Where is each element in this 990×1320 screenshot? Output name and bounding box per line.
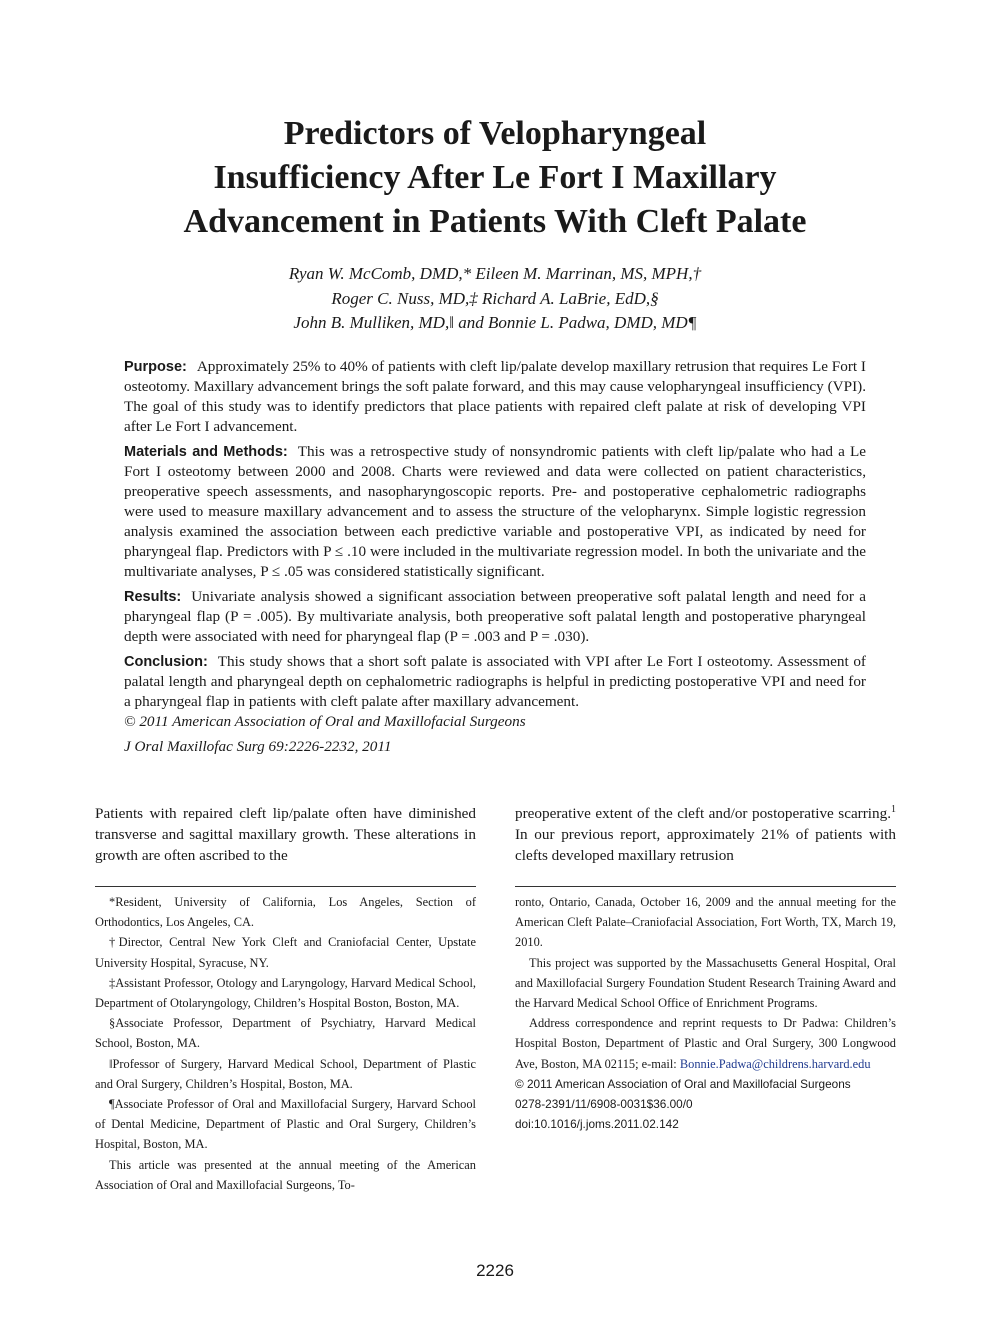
footnote-issn: 0278-2391/11/6908-0031$36.00/0	[515, 1097, 693, 1112]
footnote-divider	[515, 886, 896, 887]
abstract-copyright: © 2011 American Association of Oral and Maxillofacial Surgeons	[124, 713, 526, 730]
body-text-part: In our previous report, approximately 21% of patients with clefts developed maxillary retrusion	[515, 826, 896, 864]
footnote: This project was supported by the Massachusetts General Hospital, Oral and Maxillofacial Surgery Foundation Student Research Training Award and the Harvard Medical School Office of Enrichment Programs.	[515, 955, 896, 1011]
footnote: This article was presented at the annual meeting of the American Association of Oral and Maxillofacial Surgeons, To-	[95, 1157, 476, 1192]
body-text-right	[515, 803, 896, 866]
footnote: ¶Associate Professor of Oral and Maxillofacial Surgery, Harvard School of Dental Medicine, Department of Plastic and Oral Surgery, Children’s Hospital, Boston, MA.	[95, 1097, 476, 1152]
footnotes-right	[515, 892, 896, 1134]
author-line: Ryan W. McComb, DMD,* Eileen M. Marrinan, MS, MPH,†	[288, 264, 702, 283]
body-text-left: Patients with repaired cleft lip/palate often have diminished transverse and sagittal maxillary growth. These alterations in growth are often ascribed to the	[95, 805, 476, 864]
title-line: Predictors of Velopharyngeal	[283, 115, 707, 152]
methods-text: This was a retrospective study of nonsyndromic patients with cleft lip/palate who had a Le Fort I osteotomy between 2000 and 2008. Charts were reviewed and data were collected on patient characteristics, preoperative speech assessments, and nasopharyngoscopic reports. Pre- and postoperative cephalometric radiographs were used to measure maxillary advancement and to assess the structure of the velopharynx. Simple logistic regression analysis examined the association between each predictive variable and postoperative VPI, as indicated by need for pharyngeal flap. Predictors with P ≤ .10 were included in the multivariate regression model. In both the univariate and the multivariate analyses, P ≤ .05 was considered statistically significant.	[124, 443, 866, 580]
abstract-results	[124, 587, 866, 647]
conclusion-label: Conclusion:	[124, 654, 208, 670]
body-text-part: preoperative extent of the cleft and/or postoperative scarring.	[515, 805, 891, 822]
reference-marker[interactable]: 1	[891, 803, 896, 815]
footnote-address	[515, 1013, 896, 1074]
footnote: §Associate Professor, Department of Psychiatry, Harvard Medical School, Boston, MA.	[95, 1016, 476, 1051]
abstract-methods	[124, 442, 866, 582]
footnote: ‡Assistant Professor, Otology and Laryngology, Harvard Medical School, Department of Otolaryngology, Children’s Hospital Boston, Boston, MA.	[95, 975, 476, 1011]
footnotes-left	[95, 892, 476, 1195]
abstract-purpose	[124, 357, 866, 437]
conclusion-text: This study shows that a short soft palate is associated with VPI after Le Fort I osteotomy. Assessment of palatal length and pharyngeal depth on cephalometric radiographs is helpful in predicting postoperative VPI and need for a pharyngeal flap in patients with cleft palate after maxillary advancement.	[124, 653, 866, 710]
abstract-conclusion	[124, 652, 866, 712]
purpose-text: Approximately 25% to 40% of patients with cleft lip/palate develop maxillary retrusion that requires Le Fort I osteotomy. Maxillary advancement brings the soft palate forward, and this may cause velopharyngeal insufficiency (VPI). The goal of this study was to identify predictors that place patients with repaired cleft palate at risk of developing VPI after Le Fort I advancement.	[124, 358, 866, 435]
results-label: Results:	[124, 589, 182, 605]
methods-label: Materials and Methods:	[124, 444, 288, 460]
footnote-copyright: © 2011 American Association of Oral and Maxillofacial Surgeons	[515, 1076, 851, 1091]
purpose-label: Purpose:	[124, 359, 187, 375]
footnote-divider	[95, 886, 476, 887]
article-title	[95, 112, 895, 244]
footnote: †Director, Central New York Cleft and Craniofacial Center, Upstate University Hospital, Syracuse, NY.	[95, 935, 476, 970]
footnote-doi: doi:10.1016/j.joms.2011.02.142	[515, 1117, 679, 1132]
abstract	[124, 357, 866, 762]
footnote: ‖Professor of Surgery, Harvard Medical School, Department of Plastic and Oral Surgery, Children’s Hospital, Boston, MA.	[95, 1056, 476, 1091]
email-link[interactable]: Bonnie.Padwa@childrens.harvard.edu	[679, 1056, 871, 1071]
results-text: Univariate analysis showed a significant association between preoperative soft palatal length and need for a pharyngeal flap (P = .005). By multivariate analysis, both preoperative soft palatal length and postoperative pharyngeal depth were associated with need for pharyngeal flap (P = .003 and P = .030).	[124, 588, 866, 645]
author-list	[95, 262, 895, 336]
journal-citation: J Oral Maxillofac Surg 69:2226-2232, 2011	[124, 738, 392, 755]
footnote: *Resident, University of California, Los Angeles, Section of Orthodontics, Los Angeles, CA.	[95, 895, 476, 930]
author-line: Roger C. Nuss, MD,‡ Richard A. LaBrie, EdD,§	[331, 288, 659, 308]
page-number: 2226	[476, 1261, 514, 1280]
title-line: Advancement in Patients With Cleft Palate	[183, 203, 807, 240]
address-text: Address correspondence and reprint requests to Dr Padwa: Children’s Hospital Boston, Department of Plastic and Oral Surgery, 300 Longwood Ave, Boston, MA 02115; e-mail:	[515, 1016, 896, 1071]
title-line: Insufficiency After Le Fort I Maxillary	[213, 159, 777, 196]
footnote: ronto, Ontario, Canada, October 16, 2009 and the annual meeting for the American Cleft Palate–Craniofacial Association, Fort Worth, TX, March 19, 2010.	[515, 895, 896, 950]
author-line: John B. Mulliken, MD,‖ and Bonnie L. Padwa, DMD, MD¶	[293, 313, 697, 332]
